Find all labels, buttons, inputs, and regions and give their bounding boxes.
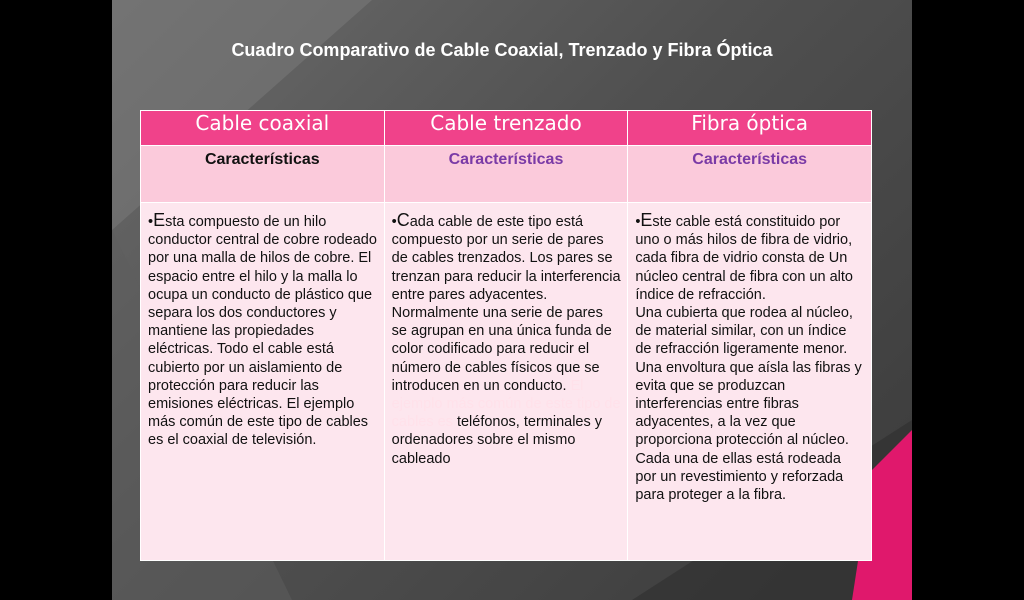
cell-trenzado	[384, 203, 628, 561]
cell-text: teléfonos, terminales y ordenadores sobre el mismo cableado	[391, 414, 603, 467]
subheader-coaxial: Características	[141, 146, 385, 203]
bullet: •	[148, 214, 154, 230]
cell-fibra	[628, 203, 872, 561]
cell-text: ada cable de este tipo está compuesto por un serie de pares de cables trenzados. Los pares se trenzan para reducir la interferencia entre pares adyacentes. Normalmente una serie de pares se agrupan en una única funda de color codificado para reducir el número de cables físicos que se introducen en un conducto.	[391, 214, 621, 394]
column-header-fibra: Fibra óptica	[628, 111, 872, 146]
column-header-coaxial: Cable coaxial	[141, 111, 385, 146]
table-body-row	[141, 203, 872, 561]
bullet: •	[635, 214, 641, 230]
cell-text: sta compuesto de un hilo conductor central de cobre rodeado por una malla de hilos de cobre. El espacio entre el hilo y la malla lo ocupa un conducto de plástico que separa los dos conductores y mantiene las propiedades eléctricas. Todo el cable está cubierto por un aislamiento de protección para reducir las emisiones eléctricas. El ejemplo más común de este tipo de cables es el coaxial de televisión.	[148, 214, 377, 449]
slide	[112, 0, 912, 600]
table-subheader-row	[141, 146, 872, 203]
cell-text-faint: El ejemplo más común de este tipo de cables es	[391, 377, 621, 431]
subheader-trenzado: Características	[384, 146, 628, 203]
dropcap: E	[640, 210, 653, 230]
column-header-trenzado: Cable trenzado	[384, 111, 628, 146]
cell-text: Una cubierta que rodea al núcleo, de material similar, con un índice de refracción ligeramente menor.	[635, 305, 853, 358]
slide-title: Cuadro Comparativo de Cable Coaxial, Trenzado y Fibra Óptica	[231, 40, 773, 60]
bullet: •	[391, 214, 397, 230]
dropcap: C	[396, 210, 410, 230]
subheader-fibra: Características	[628, 146, 872, 203]
cell-text: Una envoltura que aísla las fibras y evita que se produzcan interferencias entre fibras adyacentes, a la vez que proporciona protección al núcleo.	[635, 359, 862, 449]
table-header-row	[141, 111, 872, 146]
cell-text: ste cable está constituido por uno o más hilos de fibra de vidrio, cada fibra de vidrio consta de Un núcleo central de fibra con un alto índice de refracción.	[635, 214, 853, 303]
comparison-table	[140, 110, 872, 561]
cell-coaxial	[141, 203, 385, 561]
cell-text: Cada una de ellas está rodeada por un revestimiento y reforzada para proteger a la fibra.	[635, 450, 844, 504]
dropcap: E	[153, 210, 166, 230]
